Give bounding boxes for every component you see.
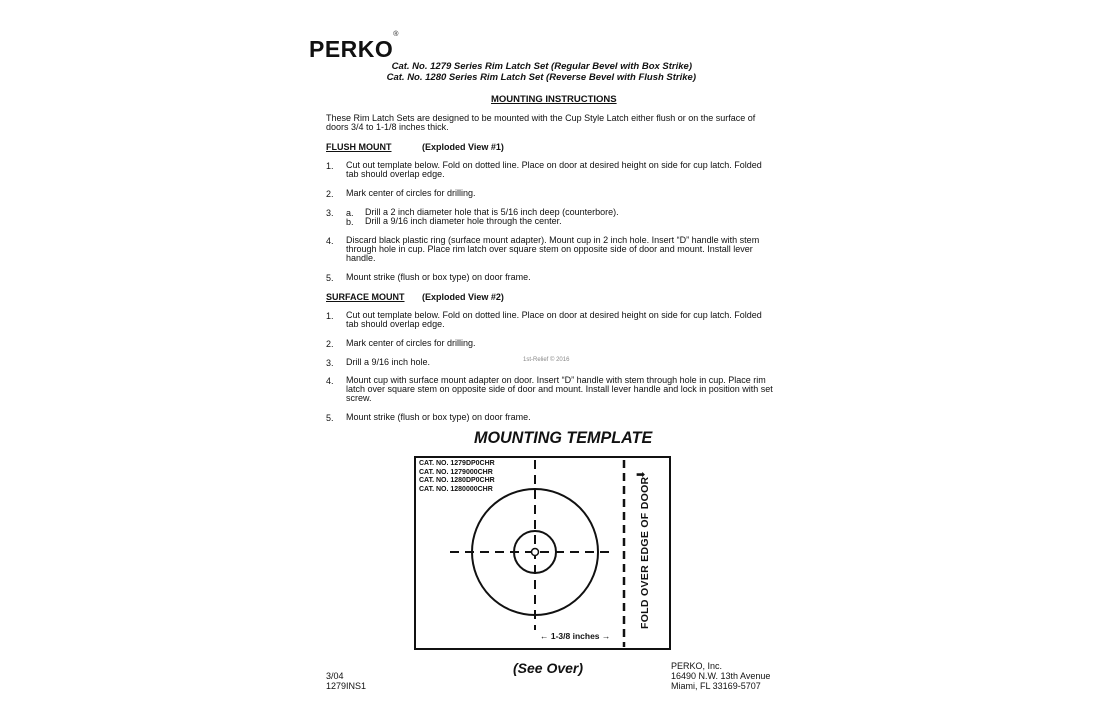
- step-number: 3.: [326, 358, 334, 368]
- surface-mount-heading: SURFACE MOUNT: [326, 292, 405, 302]
- surface-step-2: Mark center of circles for drilling.: [346, 338, 476, 348]
- company-address: [671, 661, 770, 691]
- fold-arrow-icon: ➡: [636, 469, 646, 481]
- template-cat-numbers: [419, 460, 495, 494]
- template-title: MOUNTING TEMPLATE: [474, 428, 653, 447]
- substep-label: b.: [346, 217, 354, 227]
- step-number: 3.: [326, 208, 334, 218]
- cat-number: CAT. NO. 1280000CHR: [419, 485, 493, 493]
- see-over-note: (See Over): [513, 660, 584, 676]
- revision-date: 3/04: [326, 671, 344, 681]
- surface-step-1: Cut out template below. Fold on dotted line. Place on door at desired height on side for cup latch. Folded tab should overlap edge.: [346, 310, 762, 329]
- cat-number: CAT. NO. 1279DP0CHR: [419, 460, 495, 467]
- surface-mount-view: (Exploded View #2): [422, 292, 504, 302]
- company-name: PERKO, Inc.: [671, 661, 723, 671]
- flush-step-1: Cut out template below. Fold on dotted line. Place on door at desired height on side for cup latch. Folded tab should overlap edge.: [346, 160, 762, 179]
- flush-step-3b: Drill a 9/16 inch diameter hole through the center.: [365, 216, 562, 226]
- cat-number: CAT. NO. 1280DP0CHR: [419, 477, 495, 484]
- step-number: 4.: [326, 236, 334, 246]
- fold-label: FOLD OVER EDGE OF DOOR: [639, 476, 651, 629]
- catalog-line-1: Cat. No. 1279 Series Rim Latch Set (Regular Bevel with Box Strike): [391, 61, 692, 72]
- center-hole: [532, 549, 539, 556]
- document-code: 1279INS1: [326, 681, 367, 691]
- flush-step-2: Mark center of circles for drilling.: [346, 188, 476, 198]
- flush-mount-view: (Exploded View #1): [422, 142, 504, 152]
- footer-left: [326, 671, 366, 691]
- flush-step-3a: Drill a 2 inch diameter hole that is 5/16 inch deep (counterbore).: [365, 207, 619, 217]
- brand-logo: PERKO®: [309, 31, 399, 62]
- surface-step-5: Mount strike (flush or box type) on door frame.: [346, 412, 531, 422]
- step-number: 4.: [326, 376, 334, 386]
- intro-paragraph: These Rim Latch Sets are designed to be mounted with the Cup Style Latch either flush or on the surface of doors 3/4 to 1-1/8 inches thick.: [326, 113, 756, 132]
- step-number: 5.: [326, 413, 334, 423]
- registered-mark: ®: [393, 31, 399, 39]
- flush-step-4: Discard black plastic ring (surface mount adapter). Mount cup in 2 inch hole. Insert “D” handle with stem through hole in cup. Place rim latch over square stem on opposite side of door and mount. Install lever handle.: [346, 235, 760, 263]
- flush-mount-heading: FLUSH MOUNT: [326, 142, 392, 152]
- page-title: MOUNTING INSTRUCTIONS: [491, 94, 617, 105]
- street-address: 16490 N.W. 13th Avenue: [671, 671, 771, 681]
- catalog-line-2: Cat. No. 1280 Series Rim Latch Set (Reverse Bevel with Flush Strike): [386, 72, 696, 83]
- step-number: 5.: [326, 273, 334, 283]
- watermark: 1st-Relief © 2016: [523, 357, 570, 363]
- surface-step-4: Mount cup with surface mount adapter on door. Insert “D” handle with stem through hole in cup. Place rim latch over square stem on opposite side of door and mount. Install lever handle and lock in position with set screw.: [346, 375, 773, 403]
- cat-number: CAT. NO. 1279000CHR: [419, 468, 493, 476]
- step-number: 1.: [326, 161, 334, 171]
- step-number: 1.: [326, 311, 334, 321]
- surface-step-3: Drill a 9/16 inch hole.: [346, 357, 431, 367]
- dimension-label: ← 1-3/8 inches →: [540, 631, 611, 641]
- substep-label: a.: [346, 208, 354, 218]
- step-number: 2.: [326, 339, 334, 349]
- city-address: Miami, FL 33169-5707: [671, 681, 761, 691]
- step-number: 2.: [326, 189, 334, 199]
- flush-step-5: Mount strike (flush or box type) on door frame.: [346, 272, 531, 282]
